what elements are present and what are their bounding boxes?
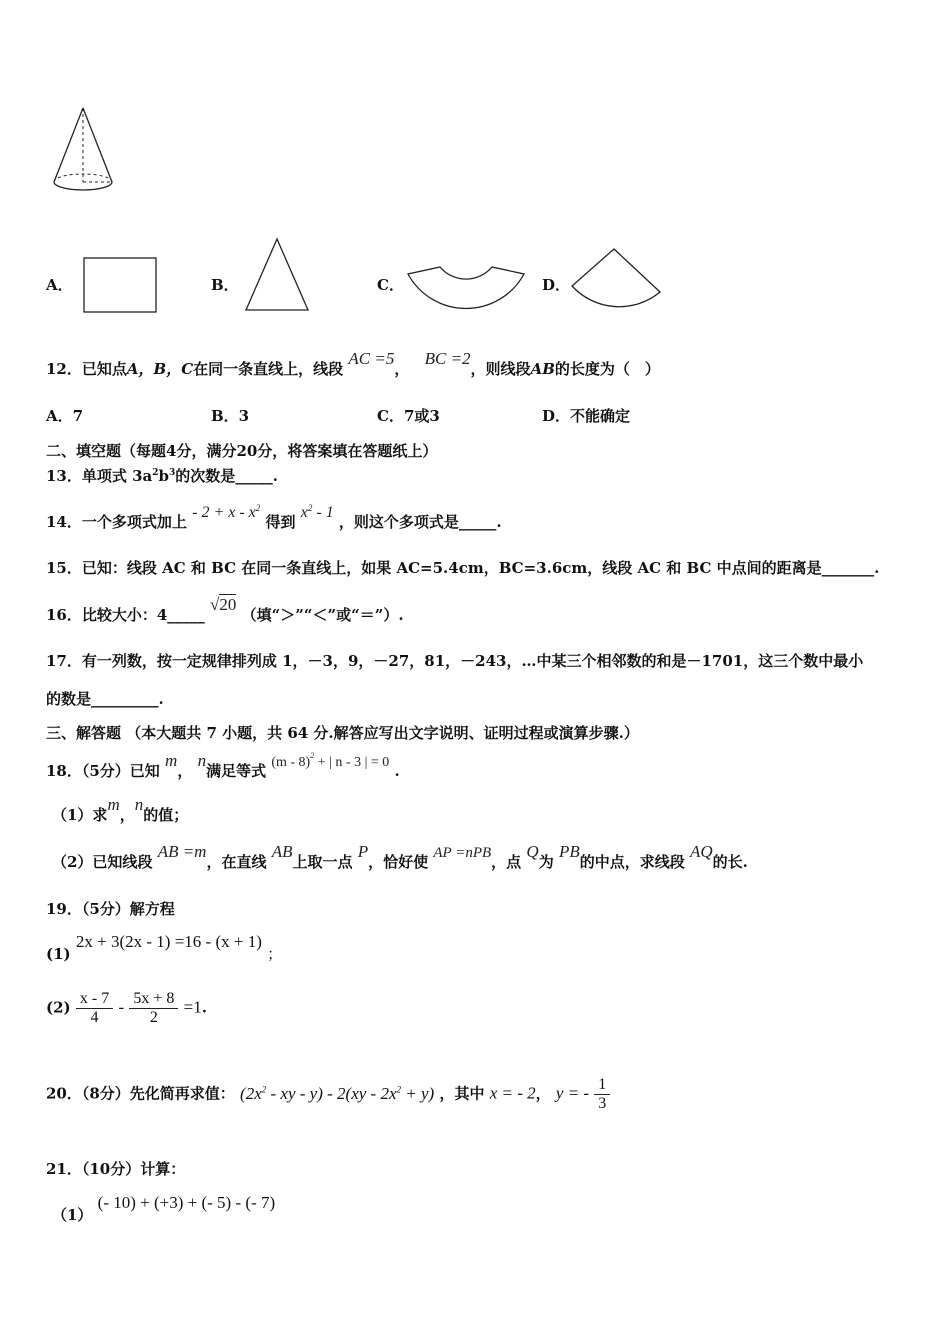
question-13: 13．单项式 $3a^2b^3$的次数是_____. (46, 467, 279, 485)
question-17-line2: 的数是_________. (46, 690, 164, 708)
question-15: 15．已知：线段 AC 和 BC 在同一条直线上，如果 AC=5.4cm，BC=3.6cm，线段 AC 和 BC 中点间的距离是_______. (46, 559, 880, 577)
section-2-heading: 二、填空题（每题4分，满分20分，将答案填在答题纸上） (46, 442, 438, 460)
question-14: 14．一个多项式加上 - $2 + x - x^2$ 得到 $x^2 - 1$ ，则这个多项式是_____. (46, 503, 502, 531)
option-d-sector (568, 246, 664, 318)
question-16: 16．比较大小：4_____ √20 （填“＞”“＜”或“＝”）. (46, 595, 404, 624)
question-19-part1: (1) 2x + 3(2x - 1) =16 - (x + 1) ； (46, 932, 283, 963)
question-20: 20．（8分）先化简再求值： ($2x^2$ - xy - $y) - 2(xy - 2x^2 + y)$ ，其中 x = - 2， y = - $\frac{1}{3}$ (46, 1076, 610, 1113)
q12-option-b: B．3 (211, 407, 250, 425)
q12-option-c: C．7或3 (377, 407, 440, 425)
option-c-annular-sector (404, 264, 528, 318)
q12-option-a: A．7 (46, 407, 84, 425)
fraction-1: $\frac{x - 7}{4}$ (76, 990, 113, 1027)
fraction-2: $\frac{5x + 8}{2}$ (129, 990, 178, 1027)
question-17-line1: 17．有一列数，按一定规律排列成 1，－3，9，－27，81，－243，…中某三个相邻数的和是－1701，这三个数中最小 (46, 652, 864, 670)
fraction-one-third: $\frac{1}{3}$ (594, 1076, 610, 1113)
option-a-label: A． (46, 276, 73, 294)
question-21: 21．（10分）计算： (46, 1160, 186, 1178)
section-3-heading: 三、解答题 （本大题共 7 小题，共 64 分.解答应写出文字说明、证明过程或演算步骤.） (46, 724, 639, 742)
question-18: 18．（5分）已知 m， n满足等式 (m - 8)$^2$ + | n - 3 | = 0 . (46, 751, 400, 780)
option-d-label: D． (542, 276, 571, 294)
option-b-label: B． (211, 276, 239, 294)
question-12: 12．已知点A，B，C在同一条直线上，线段 AC =5， BC =2，则线段AB的长度为（ ） (46, 349, 660, 378)
question-21-part1: （1） (- 10) + (+3) + (- 5) - (- 7) (52, 1193, 276, 1224)
question-19: 19．（5分）解方程 (46, 900, 175, 918)
question-19-part2: (2) $\frac{x - 7}{4}$ - $\frac{5x + 8}{2}$ =1. (46, 990, 207, 1026)
option-c-label: C． (377, 276, 404, 294)
question-18-part1: （1）求m，n的值； (52, 795, 189, 824)
option-b-triangle (243, 236, 311, 314)
question-18-part2: （2）已知线段 AB =m，在直线 AB上取一点 P，恰好使 AP =nPB，点 Q为 PB的中点，求线段 AQ的长. (52, 842, 748, 871)
cone-figure (48, 104, 118, 196)
option-a-rectangle (82, 256, 158, 314)
q12-option-d: D．不能确定 (542, 407, 631, 425)
